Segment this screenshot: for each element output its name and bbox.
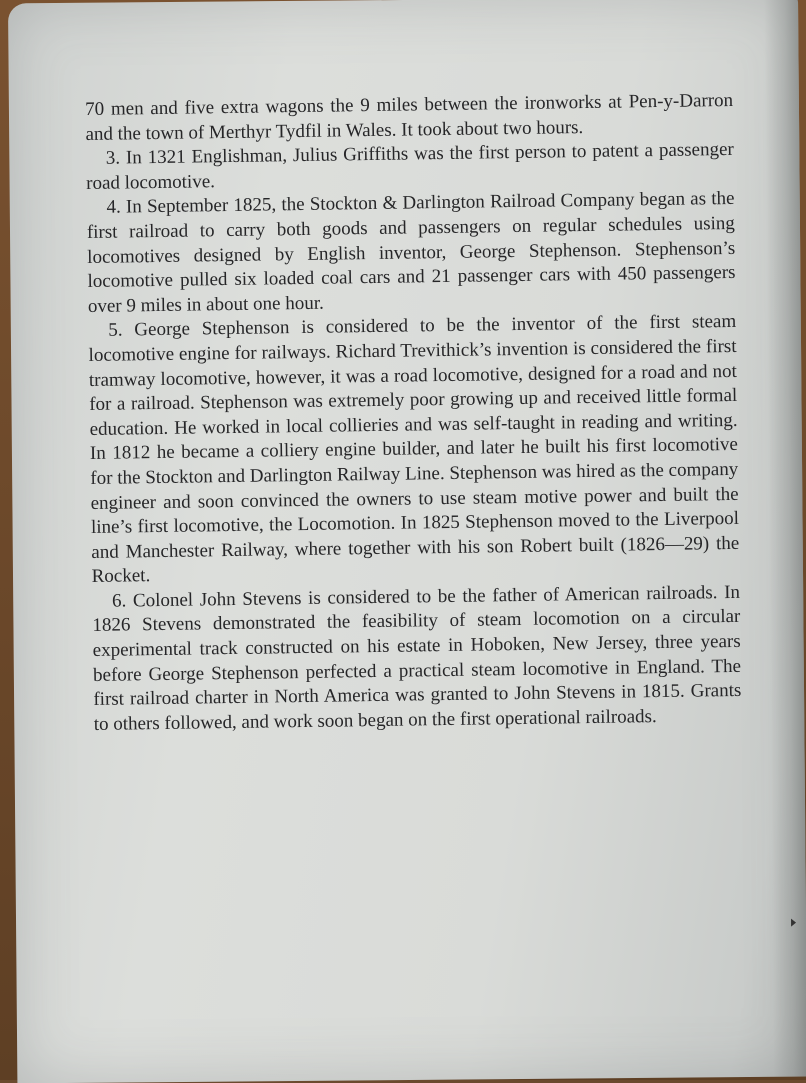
body-text [85,89,742,737]
paragraph-3: 3. In 1321 Englishman, Julius Griffiths was the first person to patent a passenger road locomotive. [86,139,734,194]
paragraph-5: 5. George Stephenson is considered to be the inventor of the first steam locomotive engine for railways. Richard Trevithick’s invention is considered the first tramway locomotive, however, it was a road locomotive, designed for a road and not for a railroad. Stephenson was extremely poor growing up and received little formal education. He worked in local collieries and was self-taught in reading and writing. In 1812 he became a colliery engine builder, and later he built his first locomotive for the Stockton and Darlington Railway Line. Stephenson was hired as the company engineer and soon convinced the owners to use steam motive power and built the line’s first locomotive, the Locomotion. In 1825 Stephenson moved to the Liverpool and Manchester Railway, where together with his son Robert built (1826—29) the Rocket. [88,311,740,588]
paragraph-6: 6. Colonel John Stevens is considered to be the father of American railroads. In 1826 Stevens demonstrated the feasibility of steam locomotion on a circular experimental track constructed on his estate in Hoboken, New Jersey, three years before George Stephenson perfected a practical steam locomotive in England. The first railroad charter in North America was granted to John Stevens in 1815. Grants to others followed, and work soon began on the first operational railroads. [92,581,742,735]
page-edge-mark [791,919,796,927]
paragraph-continuation: 70 men and five extra wagons the 9 miles between the ironworks at Pen-y-Darron and the town of Merthyr Tydfil in Wales. It took about two hours. [85,89,734,145]
paragraph-4: 4. In September 1825, the Stockton & Darlington Railroad Company began as the first railroad to carry both goods and passengers on regular schedules using locomotives designed by English inventor, George Stephenson. Stephenson’s locomotive pulled six loaded coal cars and 21 passenger cars with 450 passengers over 9 miles in about one hour. [86,188,736,317]
show-through-reverse-side [100,837,742,1043]
